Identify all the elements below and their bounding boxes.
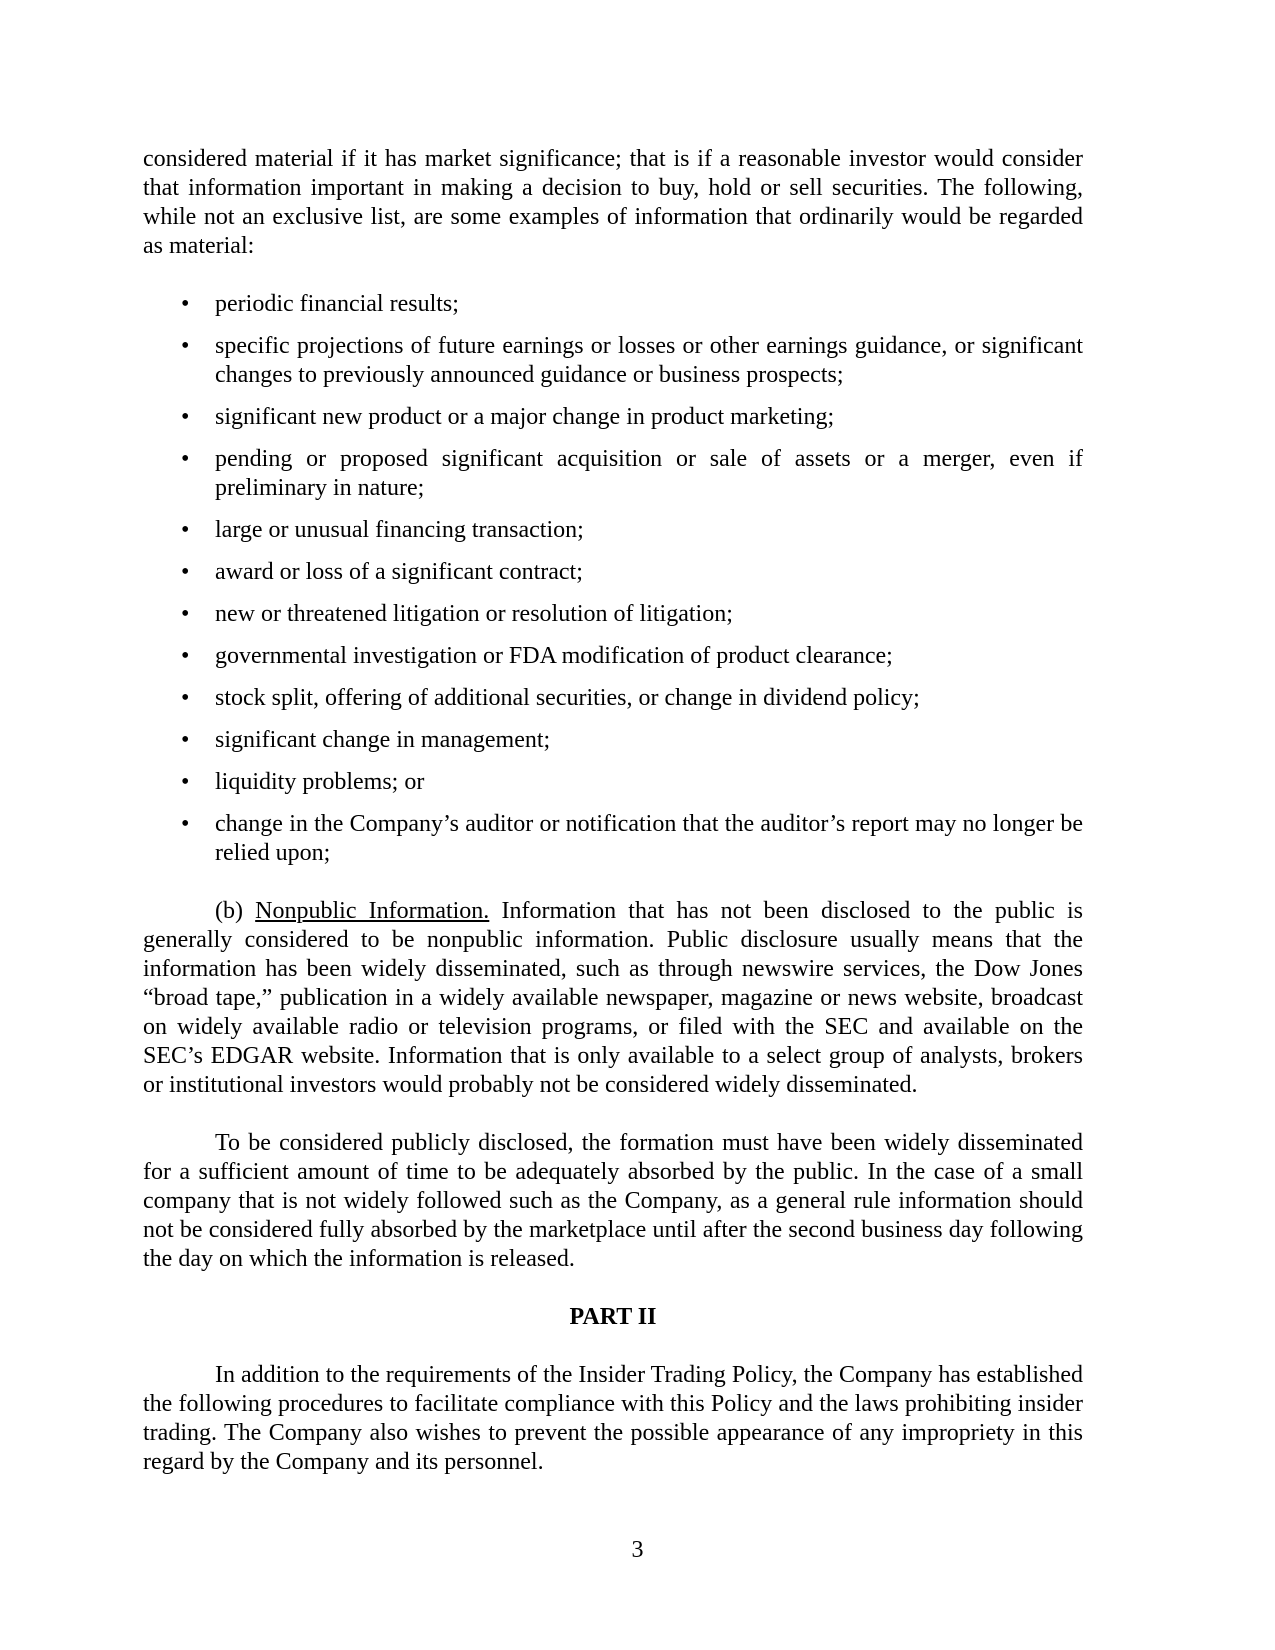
bullet-text: pending or proposed significant acquisition or sale of assets or a merger, even if preliminary in nature; bbox=[215, 446, 1083, 501]
bullet-icon: • bbox=[181, 727, 190, 753]
bullet-icon: • bbox=[181, 404, 190, 430]
bullet-icon: • bbox=[181, 643, 190, 669]
bullet-icon: • bbox=[181, 685, 190, 711]
list-item bbox=[181, 403, 1083, 432]
bullet-text: significant change in management; bbox=[215, 727, 551, 753]
bullet-icon: • bbox=[181, 333, 190, 359]
bullet-icon: • bbox=[181, 769, 190, 795]
bullet-text: award or loss of a significant contract; bbox=[215, 559, 583, 585]
list-item bbox=[181, 600, 1083, 629]
material-information-bullet-list bbox=[143, 290, 1083, 868]
bullet-text: significant new product or a major change in product marketing; bbox=[215, 404, 835, 430]
bullet-text: periodic financial results; bbox=[215, 291, 459, 317]
bullet-text: large or unusual financing transaction; bbox=[215, 517, 584, 543]
nonpublic-information-paragraph bbox=[143, 897, 1083, 1100]
bullet-text: specific projections of future earnings or losses or other earnings guidance, or significant changes to previously announced guidance or business prospects; bbox=[215, 333, 1083, 388]
bullet-text: new or threatened litigation or resolution of litigation; bbox=[215, 601, 733, 627]
bullet-icon: • bbox=[181, 559, 190, 585]
bullet-icon: • bbox=[181, 601, 190, 627]
publicly-disclosed-paragraph: To be considered publicly disclosed, the formation must have been widely disseminated for a sufficient amount of time to be adequately absorbed by the public. In the case of a small company that is not widely followed such as the Company, as a general rule information should not be considered fully absorbed by the marketplace until after the second business day following the day on which the information is released. bbox=[143, 1130, 1083, 1272]
list-item bbox=[181, 810, 1083, 868]
list-item bbox=[181, 684, 1083, 713]
bullet-icon: • bbox=[181, 446, 190, 472]
intro-paragraph: considered material if it has market significance; that is if a reasonable investor would consider that information important in making a decision to buy, hold or sell securities. The following, while not an exclusive list, are some examples of information that ordinarily would be regarded as material: bbox=[143, 146, 1083, 259]
bullet-icon: • bbox=[181, 517, 190, 543]
list-item bbox=[181, 445, 1083, 503]
nonpublic-prefix: (b) bbox=[215, 898, 256, 924]
bullet-text: governmental investigation or FDA modification of product clearance; bbox=[215, 643, 893, 669]
list-item bbox=[181, 642, 1083, 671]
part-ii-heading: PART II bbox=[569, 1304, 657, 1330]
list-item bbox=[181, 516, 1083, 545]
bullet-icon: • bbox=[181, 811, 190, 837]
bullet-text: liquidity problems; or bbox=[215, 769, 425, 795]
bullet-icon: • bbox=[181, 291, 190, 317]
list-item bbox=[181, 768, 1083, 797]
list-item bbox=[181, 558, 1083, 587]
nonpublic-label: Nonpublic Information. bbox=[255, 898, 490, 924]
list-item bbox=[181, 290, 1083, 319]
list-item bbox=[181, 332, 1083, 390]
bullet-text: stock split, offering of additional securities, or change in dividend policy; bbox=[215, 685, 920, 711]
nonpublic-body: Information that has not been disclosed to the public is generally considered to be nonpublic information. Public disclosure usually means that the information has been widely disseminated, such as through newswire services, the Dow Jones “broad tape,” publication in a widely available newspaper, magazine or news website, broadcast on widely available radio or television programs, or filed with the SEC and available on the SEC’s EDGAR website. Information that is only available to a select group of analysts, brokers or institutional investors would probably not be considered widely disseminated. bbox=[143, 898, 1084, 1098]
bullet-text: change in the Company’s auditor or notification that the auditor’s report may no longer be relied upon; bbox=[215, 811, 1083, 866]
page-number: 3 bbox=[631, 1537, 644, 1563]
list-item bbox=[181, 726, 1083, 755]
part-ii-paragraph: In addition to the requirements of the Insider Trading Policy, the Company has established the following procedures to facilitate compliance with this Policy and the laws prohibiting insider trading. The Company also wishes to prevent the possible appearance of any impropriety in this regard by the Company and its personnel. bbox=[143, 1362, 1083, 1475]
